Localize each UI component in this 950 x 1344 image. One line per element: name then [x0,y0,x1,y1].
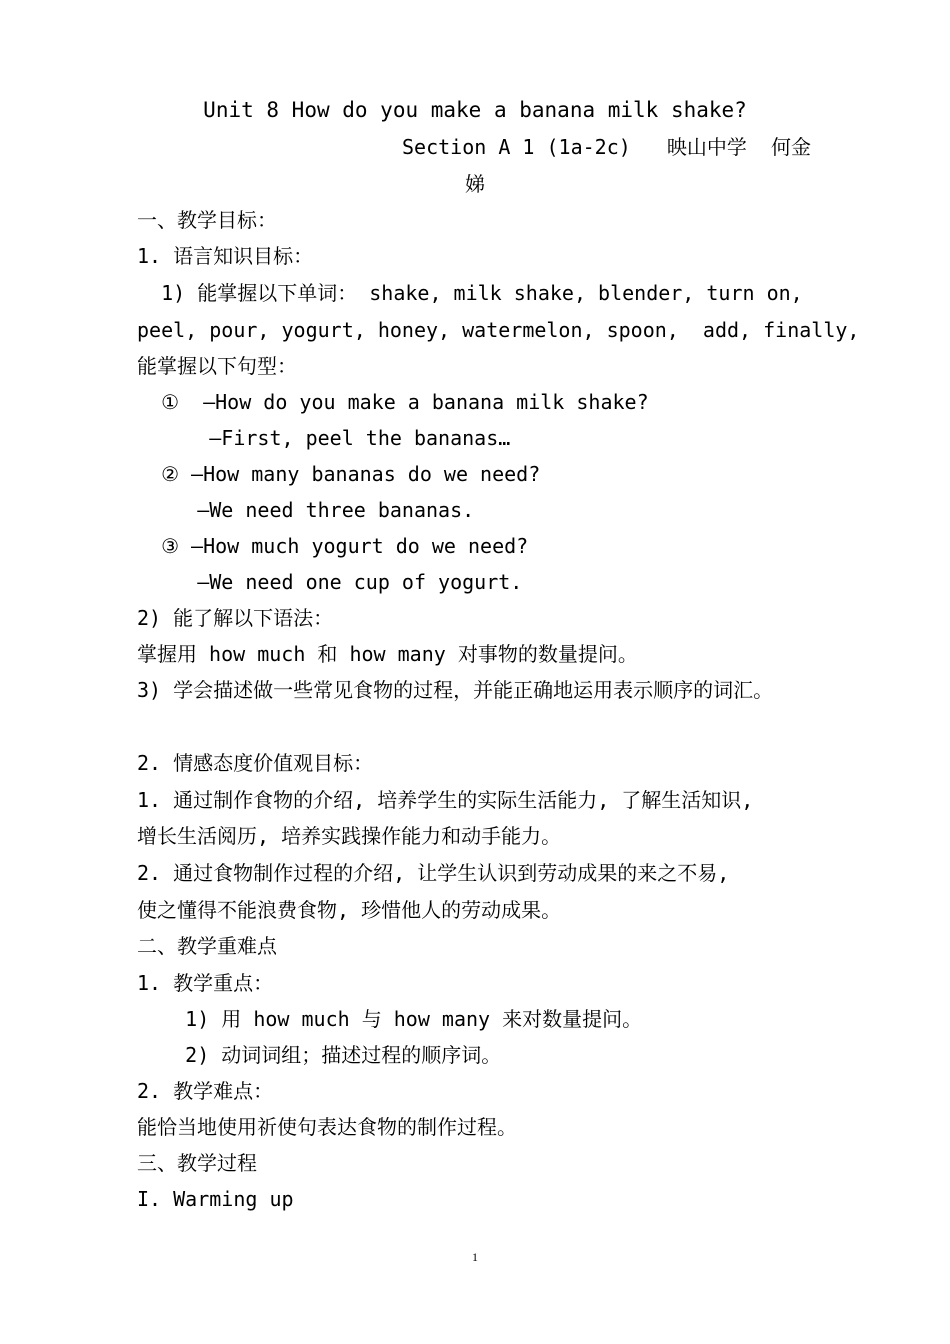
subheading-emotional-goals: 2. 情感态度价值观目标： [137,751,374,775]
subheading-language-goals: 1. 语言知识目标： [137,244,314,268]
paragraph-line: 2. 通过食物制作过程的介绍, 让学生认识到劳动成果的来之不易, [137,861,730,885]
sentence-pattern-line: ① —How do you make a banana milk shake? [137,390,649,414]
sentence-pattern-line: —We need three bananas. [137,498,475,522]
paragraph-line: 1) 用 how much 与 how many 来对数量提问。 [137,1007,643,1031]
document-subtitle-continuation: 娣 [465,172,485,196]
subheading-difficulty: 2. 教学难点： [137,1079,274,1103]
sentence-pattern-line: —We need one cup of yogurt. [137,570,523,594]
document-title: Unit 8 How do you make a banana milk shake? [203,98,747,122]
page-number: 1 [472,1250,478,1264]
sentence-pattern-line: —First, peel the bananas… [137,426,511,450]
section-heading-key-points: 二、教学重难点 [137,934,277,958]
sentence-pattern-line: ② —How many bananas do we need? [137,462,541,486]
paragraph-line: 1. 通过制作食物的介绍, 培养学生的实际生活能力, 了解生活知识, [137,788,754,812]
document-subtitle: Section A 1 (1a-2c) 映山中学 何金 [402,135,811,159]
paragraph-line: 使之懂得不能浪费食物, 珍惜他人的劳动成果。 [137,898,562,922]
subheading-focus: 1. 教学重点： [137,971,274,995]
paragraph-line: peel, pour, yogurt, honey, watermelon, spoon, add, finally, [137,318,860,342]
paragraph-line: 2) 动词词组；描述过程的顺序词。 [137,1043,502,1067]
paragraph-line: 3) 学会描述做一些常见食物的过程，并能正确地运用表示顺序的词汇。 [137,678,774,702]
section-heading-objectives: 一、教学目标： [137,208,277,232]
paragraph-line: 能恰当地使用祈使句表达食物的制作过程。 [137,1115,517,1139]
sentence-pattern-line: ③ —How much yogurt do we need? [137,534,529,558]
paragraph-line: 能掌握以下句型： [137,354,297,378]
paragraph-line: 2) 能了解以下语法： [137,606,334,630]
paragraph-line: 增长生活阅历, 培养实践操作能力和动手能力。 [137,824,562,848]
paragraph-line: I. Warming up [137,1187,294,1211]
paragraph-line: 掌握用 how much 和 how many 对事物的数量提问。 [137,642,638,666]
section-heading-process: 三、教学过程 [137,1151,257,1175]
paragraph-line: 1) 能掌握以下单词： shake, milk shake, blender, turn on, [137,281,803,305]
